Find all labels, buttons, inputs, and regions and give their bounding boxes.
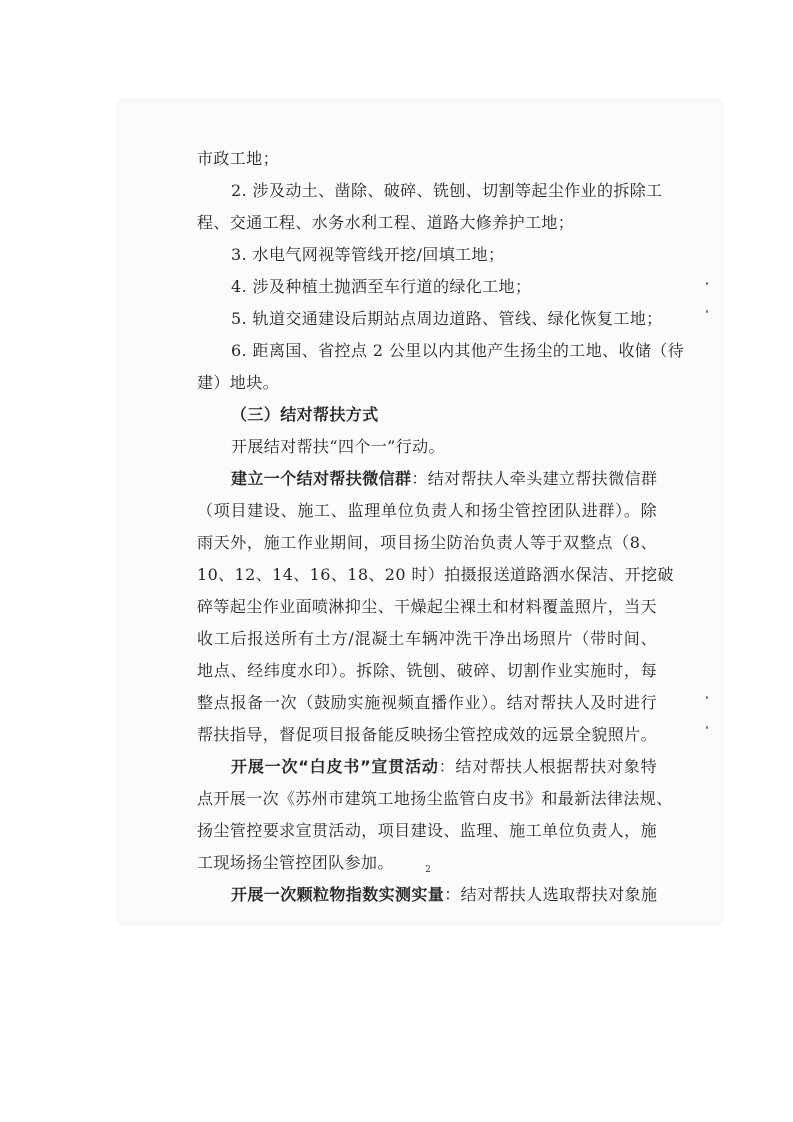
paragraph-lead-text: ：结对帮扶人牵头建立帮扶微信群 <box>411 469 658 488</box>
text-line: 收工后报送所有土方/混凝土车辆冲洗干净出场照片（带时间、 <box>197 629 657 648</box>
text-line: 10、12、14、16、18、20 时）拍摄报送道路洒水保洁、开挖破 <box>197 565 674 584</box>
text-line: 地点、经纬度水印）。拆除、铣刨、破碎、切割作业实施时，每 <box>197 661 657 680</box>
section-heading: （三）结对帮扶方式 <box>231 405 379 424</box>
text-line: 程、交通工程、水务水利工程、道路大修养护工地； <box>197 213 575 232</box>
text-line: 6. 距离国、省控点 2 公里以内其他产生扬尘的工地、收储（待 <box>231 341 685 360</box>
text-line: 碎等起尘作业面喷淋抑尘、干燥起尘裸土和材料覆盖照片，当天 <box>197 597 657 616</box>
text-line: 2. 涉及动土、凿除、破碎、铣刨、切割等起尘作业的拆除工 <box>231 181 663 200</box>
paragraph-lead-text: ：结对帮扶人选取帮扶对象施 <box>444 885 658 904</box>
paragraph-lead-bold: 建立一个结对帮扶微信群 <box>231 469 412 488</box>
paragraph-lead-text: ：结对帮扶人根据帮扶对象特 <box>438 757 658 776</box>
text-line: 4. 涉及种植土抛洒至车行道的绿化工地； <box>231 277 532 296</box>
scan-speck <box>706 726 708 729</box>
text-line: 5. 轨道交通建设后期站点周边道路、管线、绿化恢复工地； <box>231 309 663 328</box>
text-line: 3. 水电气网视等管线开挖/回填工地； <box>231 245 505 264</box>
paragraph-lead-line <box>197 754 657 780</box>
scan-speck <box>706 310 708 313</box>
text-line: 整点报备一次（鼓励实施视频直播作业）。结对帮扶人及时进行 <box>197 693 657 712</box>
page-number: 2 <box>425 865 431 875</box>
text-line: 扬尘管控要求宣贯活动，项目建设、监理、施工单位负责人，施 <box>197 821 657 840</box>
paragraph-lead-bold: 开展一次颗粒物指数实测实量 <box>231 885 445 904</box>
text-line: 建）地块。 <box>197 373 280 392</box>
scan-speck <box>706 282 708 285</box>
text-line: 帮扶指导，督促项目报备能反映扬尘管控成效的远景全貌照片。 <box>197 725 657 744</box>
text-line: 点开展一次《苏州市建筑工地扬尘监管白皮书》和最新法律法规、 <box>197 789 673 808</box>
text-line: 工现场扬尘管控团队参加。 <box>197 853 394 872</box>
text-line: （项目建设、施工、监理单位负责人和扬尘管控团队进群）。除 <box>197 501 657 520</box>
paragraph-lead-line <box>197 882 657 908</box>
scan-speck <box>706 696 708 699</box>
text-line: 雨天外，施工作业期间，项目扬尘防治负责人等于双整点（8、 <box>197 533 657 552</box>
paragraph-lead-line <box>197 466 657 492</box>
text-line: 市政工地； <box>197 149 280 168</box>
paragraph-lead-bold: 开展一次“白皮书”宣贯活动 <box>231 757 439 776</box>
text-line: 开展结对帮扶“四个一”行动。 <box>231 437 445 456</box>
